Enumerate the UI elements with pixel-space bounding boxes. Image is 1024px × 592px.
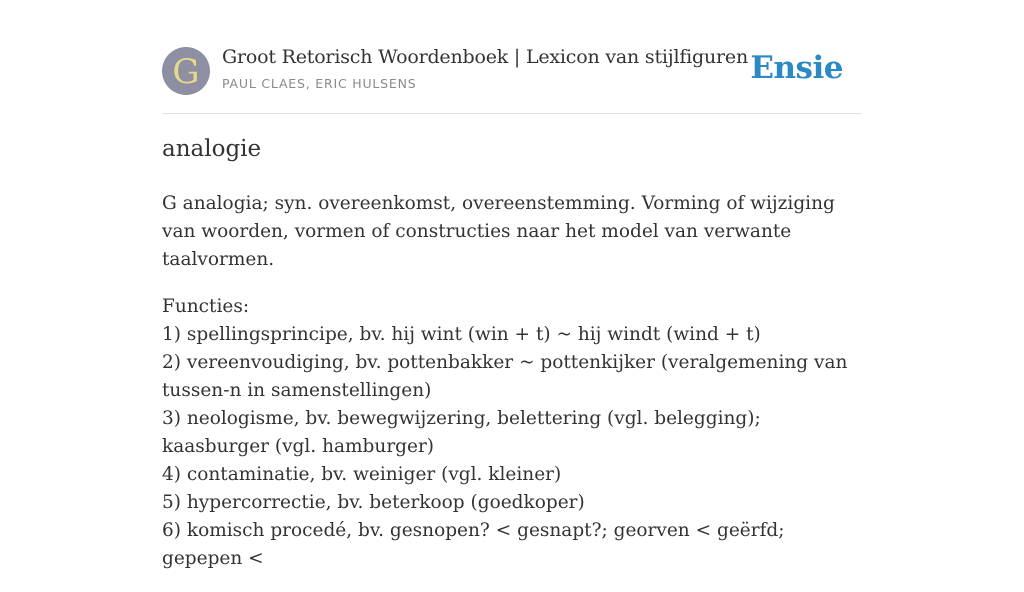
entry-headword: analogie bbox=[162, 136, 262, 162]
ensie-logo[interactable]: Ensie bbox=[750, 50, 843, 86]
source-header bbox=[162, 0, 862, 114]
function-item: 2) vereenvoudiging, bv. pottenbakker ~ pottenkijker (veralgemening van tussen-n in samenstellingen) bbox=[162, 352, 848, 401]
functions-heading: Functies: bbox=[162, 296, 250, 317]
entry-functions bbox=[162, 293, 862, 573]
entry-page bbox=[162, 0, 862, 569]
function-item: 1) spellingsprincipe, bv. hij wint (win + t) ~ hij windt (wind + t) bbox=[162, 324, 761, 345]
source-avatar[interactable]: G bbox=[162, 47, 210, 95]
source-title-link[interactable]: Groot Retorisch Woordenboek | Lexicon van stijlfiguren bbox=[222, 46, 748, 68]
function-item: 6) komisch procedé, bv. gesnopen? < gesnapt?; georven < geërfd; gepepen < bbox=[162, 520, 785, 569]
function-item: 4) contaminatie, bv. weiniger (vgl. kleiner) bbox=[162, 464, 562, 485]
entry-definition: G analogia; syn. overeenkomst, overeenstemming. Vorming of wijziging van woorden, vormen of constructies naar het model van verwante taalvormen. bbox=[162, 193, 835, 270]
function-item: 3) neologisme, bv. bewegwijzering, belettering (vgl. belegging); kaasburger (vgl. hamburger) bbox=[162, 408, 761, 457]
function-item: 5) hypercorrectie, bv. beterkoop (goedkoper) bbox=[162, 492, 585, 513]
entry-body bbox=[162, 190, 862, 592]
source-authors: PAUL CLAES, ERIC HULSENS bbox=[222, 76, 417, 91]
